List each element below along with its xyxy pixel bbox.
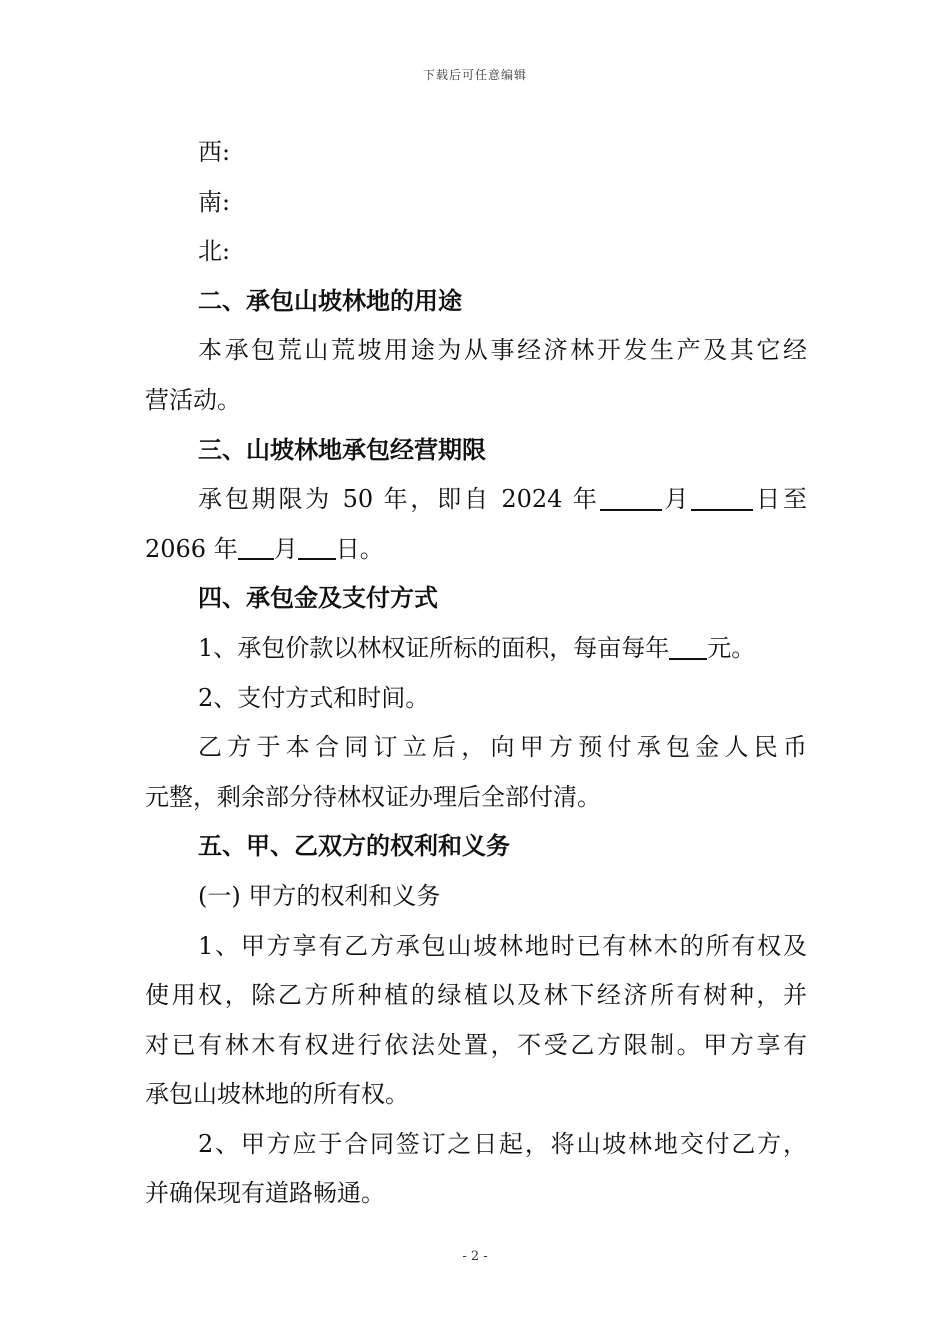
text-span: 2066 年 — [145, 534, 238, 563]
paragraph-line: 并确保现有道路畅通。 — [145, 1179, 385, 1208]
term-line-1 — [145, 475, 807, 525]
text-span: 日。 — [335, 534, 384, 563]
section-heading-5: 五、甲、乙双方的权利和义务 — [198, 832, 510, 861]
blank-day-start — [691, 484, 753, 511]
blank-price — [669, 632, 707, 659]
paragraph-line: 本承包荒山荒坡用途为从事经济林开发生产及其它经 — [198, 336, 807, 365]
paragraph-line: 营活动。 — [145, 385, 241, 414]
paragraph-line: 1、甲方享有乙方承包山坡林地时已有林木的所有权及 — [198, 931, 807, 960]
paragraph-line: 使用权，除乙方所种植的绿植以及林下经济所有树种，并 — [145, 981, 807, 1010]
document-body — [145, 128, 807, 1219]
blank-month-end — [238, 533, 274, 560]
section-heading-3: 三、山坡林地承包经营期限 — [198, 435, 486, 464]
page-number: - 2 - — [462, 1249, 488, 1264]
term-line-2 — [145, 525, 807, 575]
blank-day-end — [298, 533, 336, 560]
text-span: 月 — [661, 485, 692, 514]
page-header: 下载后可任意编辑 — [422, 68, 527, 82]
text-span: 1、承包价款以林权证所标的面积，每亩每年 — [198, 633, 670, 662]
paragraph-line: 承包山坡林地的所有权。 — [145, 1080, 409, 1109]
text-span: 月 — [273, 534, 298, 563]
boundary-north: 北: — [198, 237, 231, 266]
price-line — [145, 624, 807, 674]
paragraph-line: 元整，剩余部分待林权证办理后全部付清。 — [145, 782, 601, 811]
boundary-south: 南: — [198, 187, 231, 216]
paragraph-line: 2、甲方应于合同签订之日起，将山坡林地交付乙方， — [198, 1129, 807, 1158]
text-span: 元。 — [707, 633, 756, 662]
text-span: 日至 — [753, 485, 808, 514]
paragraph-line: 乙方于本合同订立后，向甲方预付承包金人民币 — [198, 733, 807, 762]
subsection-heading: (一) 甲方的权利和义务 — [198, 881, 441, 910]
paragraph-line: 对已有林木有权进行依法处置，不受乙方限制。甲方享有 — [145, 1030, 807, 1059]
section-heading-2: 二、承包山坡林地的用途 — [198, 286, 462, 315]
section-heading-4: 四、承包金及支付方式 — [198, 584, 438, 613]
text-span: 承包期限为 50 年，即自 2024 年 — [198, 485, 600, 514]
paragraph-line: 2、支付方式和时间。 — [198, 683, 430, 712]
blank-month-start — [600, 484, 662, 511]
boundary-west: 西: — [198, 138, 231, 166]
